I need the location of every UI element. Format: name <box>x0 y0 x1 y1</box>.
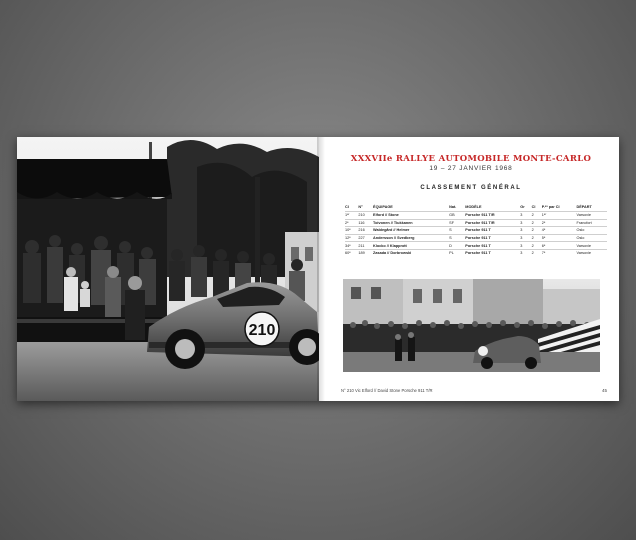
rally-date: 19 – 27 JANVIER 1968 <box>429 165 513 172</box>
table-cell: Elford // Stone <box>373 212 449 220</box>
table-cell: 5ᵉ <box>542 234 577 242</box>
table-cell: Varsovie <box>577 249 607 256</box>
table-cell: 2 <box>532 249 542 256</box>
table-cell: S <box>449 234 465 242</box>
table-cell: 3 <box>520 234 531 242</box>
col-header: MODÈLE <box>465 205 482 209</box>
table-cell: Klocko // Klapprott <box>373 242 449 250</box>
table-cell: 3 <box>520 212 531 220</box>
table-cell: 1ᵉʳ <box>542 212 577 220</box>
table-cell: 210 <box>358 212 373 220</box>
table-cell: Porsche 911 T <box>465 227 520 235</box>
table-cell: D <box>449 242 465 250</box>
table-cell: SF <box>449 219 465 227</box>
table-cell: 2 <box>532 242 542 250</box>
table-cell: Zasada // Dorbrowski <box>373 249 449 256</box>
table-cell: 211 <box>358 242 373 250</box>
table-cell: PL <box>449 249 465 256</box>
results-table <box>345 205 607 257</box>
table-cell: 3 <box>520 219 531 227</box>
col-header: ÉQUIPAGE <box>373 205 393 209</box>
table-cell: 3 <box>520 242 531 250</box>
photo-caption: N° 210 Vic Elford // David Stone Porsche 911 T/R <box>341 388 433 393</box>
table-cell: Varsovie <box>577 242 607 250</box>
right-page-photo <box>343 279 600 372</box>
table-cell: 116 <box>358 219 373 227</box>
table-cell: 3 <box>520 249 531 256</box>
left-page-photo <box>17 137 319 401</box>
col-header: Gr <box>520 205 525 209</box>
rally-title: XXXVIIe RALLYE AUTOMOBILE MONTE-CARLO <box>350 154 592 164</box>
table-cell: 12ᵉ <box>345 234 358 242</box>
table-row <box>345 219 607 227</box>
table-cell: 216 <box>358 227 373 235</box>
table-cell: 189 <box>358 249 373 256</box>
table-cell: 1ᵉʳ <box>345 212 358 220</box>
table-cell: GB <box>449 212 465 220</box>
table-cell: Porsche 911 T/R <box>465 219 520 227</box>
table-cell: Varsovie <box>577 212 607 220</box>
table-cell: 60ᵉ <box>345 249 358 256</box>
table-cell: Oslo <box>577 234 607 242</box>
table-cell: 7ᵉ <box>542 249 577 256</box>
table-cell: 2 <box>532 212 542 220</box>
classement-heading: CLASSEMENT GÉNÉRAL <box>420 185 522 191</box>
table-cell: 227 <box>358 234 373 242</box>
table-cell: 2ᵉ <box>542 219 577 227</box>
right-page <box>323 137 619 401</box>
col-header: Cl <box>345 205 349 209</box>
col-header: P.ᵉˢ par Cl <box>541 205 560 209</box>
col-header: N° <box>358 205 363 209</box>
table-row <box>345 234 607 242</box>
table-cell: S <box>449 227 465 235</box>
table-cell: Waldegård // Helmer <box>373 227 449 235</box>
table-cell: 2ᵉ <box>345 219 358 227</box>
table-cell: 2 <box>532 219 542 227</box>
table-cell: 2 <box>532 227 542 235</box>
table-cell: Toivonen // Tiukkanen <box>373 219 449 227</box>
table-cell: Porsche 911 T <box>465 249 520 256</box>
table-cell: Porsche 911 T <box>465 242 520 250</box>
table-row <box>345 249 607 256</box>
table-cell: 4ᵉ <box>542 227 577 235</box>
table-row <box>345 227 607 235</box>
page-number: 45 <box>601 388 607 393</box>
table-cell: Porsche 911 T/R <box>465 212 520 220</box>
table-cell: 2 <box>532 234 542 242</box>
table-cell: Francfort <box>577 219 607 227</box>
col-header: DÉPART <box>576 205 592 209</box>
table-row <box>345 212 607 220</box>
crowd-photo <box>343 279 600 372</box>
table-cell: 3 <box>520 227 531 235</box>
table-cell: Oslo <box>577 227 607 235</box>
table-row <box>345 242 607 250</box>
table-cell: Andersson // Svedberg <box>373 234 449 242</box>
book-spread <box>17 137 619 401</box>
col-header: Cl <box>531 205 536 209</box>
podium-photo <box>17 137 319 401</box>
table-cell: 34ᵉ <box>345 242 358 250</box>
car-number: 210 <box>248 322 276 339</box>
col-header: Nat. <box>449 205 457 209</box>
table-cell: 10ᵉ <box>345 227 358 235</box>
table-cell: Porsche 911 T <box>465 234 520 242</box>
table-cell: 6ᵉ <box>542 242 577 250</box>
